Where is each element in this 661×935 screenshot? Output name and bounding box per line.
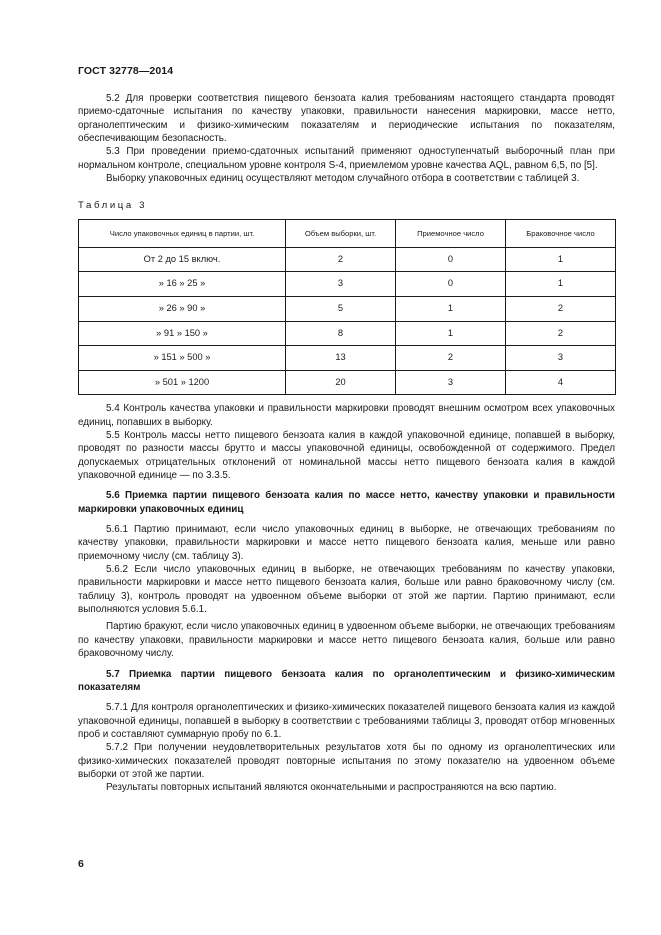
spacer xyxy=(78,661,615,668)
table-header-row xyxy=(79,219,616,247)
cell-lot-size: » 501 » 1200 xyxy=(79,370,286,395)
table-row xyxy=(79,346,616,371)
cell-lot-size: » 151 » 500 » xyxy=(79,346,286,371)
sampling-table xyxy=(78,219,616,396)
paragraph-5-6-1: 5.6.1 Партию принимают, если число упаковочных единиц в выборке, не отвечающих требованиям по качеству упаковки, правильности маркировки и массе нетто пищевого бензоата калия, меньше или равно приемочному числу (см. таблицу 3). xyxy=(78,524,615,562)
cell-sample-size: 13 xyxy=(286,346,396,371)
cell-lot-size: » 26 » 90 » xyxy=(79,296,286,321)
paragraph-5-2: 5.2 Для проверки соответствия пищевого бензоата калия требованиям настоящего стандарта проводят приемо-сдаточные испытания по качеству упаковки, правильности нанесения маркировки, массе нетто, органолептическим и физико-химическим показателям и периодические испытания по показателям, обеспечивающим безопасность. xyxy=(78,93,615,145)
page-content xyxy=(78,92,615,795)
cell-sample-size: 5 xyxy=(286,296,396,321)
spacer xyxy=(78,482,615,489)
cell-lot-size: » 91 » 150 » xyxy=(79,321,286,346)
header-rejection-number: Браковочное число xyxy=(506,219,616,247)
cell-rejection-number: 1 xyxy=(506,247,616,272)
document-header: ГОСТ 32778—2014 xyxy=(78,65,174,77)
table-row xyxy=(79,370,616,395)
cell-acceptance-number: 1 xyxy=(396,321,506,346)
header-acceptance-number: Приемочное число xyxy=(396,219,506,247)
table-row xyxy=(79,272,616,297)
paragraph-5-5: 5.5 Контроль массы нетто пищевого бензоата калия в каждой упаковочной единице, попавшей в выборку, проводят по разности массы брутто и массы упаковочной единицы, освобожденной от содержимого. Предел допускаемых отрицательных отклонений от номинальной массы нетто пищевого бензоата калия в каждой упаковочной единице — по 3.3.5. xyxy=(78,430,615,482)
spacer xyxy=(78,395,615,402)
section-5-6-heading: 5.6 Приемка партии пищевого бензоата калия по массе нетто, качеству упаковки и правильности маркировки упаковочных единиц xyxy=(78,490,615,515)
spacer xyxy=(78,516,615,523)
table-row xyxy=(79,296,616,321)
cell-sample-size: 8 xyxy=(286,321,396,346)
paragraph-reject: Партию бракуют, если число упаковочных единиц в удвоенном объеме выборки, не отвечающих требованиям по качеству упаковки, правильности маркировки и массе нетто пищевого бензоата калия, больше или равно браковочному числу. xyxy=(78,621,615,660)
cell-lot-size: » 16 » 25 » xyxy=(79,272,286,297)
cell-acceptance-number: 1 xyxy=(396,296,506,321)
table-caption: Таблица 3 xyxy=(78,200,148,212)
page-number: 6 xyxy=(78,858,84,870)
paragraph-5-4: 5.4 Контроль качества упаковки и правильности маркировки проводят внешним осмотром всех упаковочных единиц, попавших в выборку. xyxy=(78,403,615,428)
paragraph-sampling: Выборку упаковочных единиц осуществляют методом случайного отбора в соответствии с таблицей 3. xyxy=(106,173,580,185)
paragraph-5-3: 5.3 При проведении приемо-сдаточных испытаний применяют одноступенчатый выборочный план при нормальном контроле, специальном уровне контроля S-4, приемлемом уровне качества AQL, равном 6,5, по [5]. xyxy=(78,146,615,171)
cell-acceptance-number: 3 xyxy=(396,370,506,395)
cell-sample-size: 2 xyxy=(286,247,396,272)
cell-acceptance-number: 0 xyxy=(396,272,506,297)
section-5-7-heading: 5.7 Приемка партии пищевого бензоата калия по органолептическим и физико-химическим показателям xyxy=(78,668,615,693)
header-sample-size: Объем выборки, шт. xyxy=(286,219,396,247)
table-row xyxy=(79,321,616,346)
cell-acceptance-number: 2 xyxy=(396,346,506,371)
cell-sample-size: 3 xyxy=(286,272,396,297)
paragraph-5-7-1: 5.7.1 Для контроля органолептических и физико-химических показателей пищевого бензоата калия из каждой упаковочной единицы, попавшей в выборку в соответствии с требованиями таблицы 3, проводят отбор мгновенных проб и составляют суммарную пробу по 6.1. xyxy=(78,702,615,740)
cell-lot-size: От 2 до 15 включ. xyxy=(79,247,286,272)
cell-sample-size: 20 xyxy=(286,370,396,395)
cell-rejection-number: 2 xyxy=(506,296,616,321)
table-row xyxy=(79,247,616,272)
cell-rejection-number: 1 xyxy=(506,272,616,297)
paragraph-5-6-2: 5.6.2 Если число упаковочных единиц в выборке, не отвечающих требованиям по качеству упаковки, правильности маркировки и массе нетто пищевого бензоата калия, больше или равно браковочному числу (см. таблицу 3), контроль проводят на удвоенном объеме выборки от этой же партии. Партию принимают, если выполняются условия 5.6.1. xyxy=(78,564,615,616)
paragraph-5-7-2: 5.7.2 При получении неудовлетворительных результатов хотя бы по одному из органолептических или физико-химических показателей проводят повторные испытания по этому показателю на удвоенном объеме выборки от этой же партии. xyxy=(78,742,615,780)
paragraph-final: Результаты повторных испытаний являются окончательными и распространяются на всю партию. xyxy=(106,782,557,794)
cell-acceptance-number: 0 xyxy=(396,247,506,272)
cell-rejection-number: 4 xyxy=(506,370,616,395)
cell-rejection-number: 2 xyxy=(506,321,616,346)
spacer xyxy=(78,694,615,701)
cell-rejection-number: 3 xyxy=(506,346,616,371)
header-lot-size: Число упаковочных единиц в партии, шт. xyxy=(79,219,286,247)
